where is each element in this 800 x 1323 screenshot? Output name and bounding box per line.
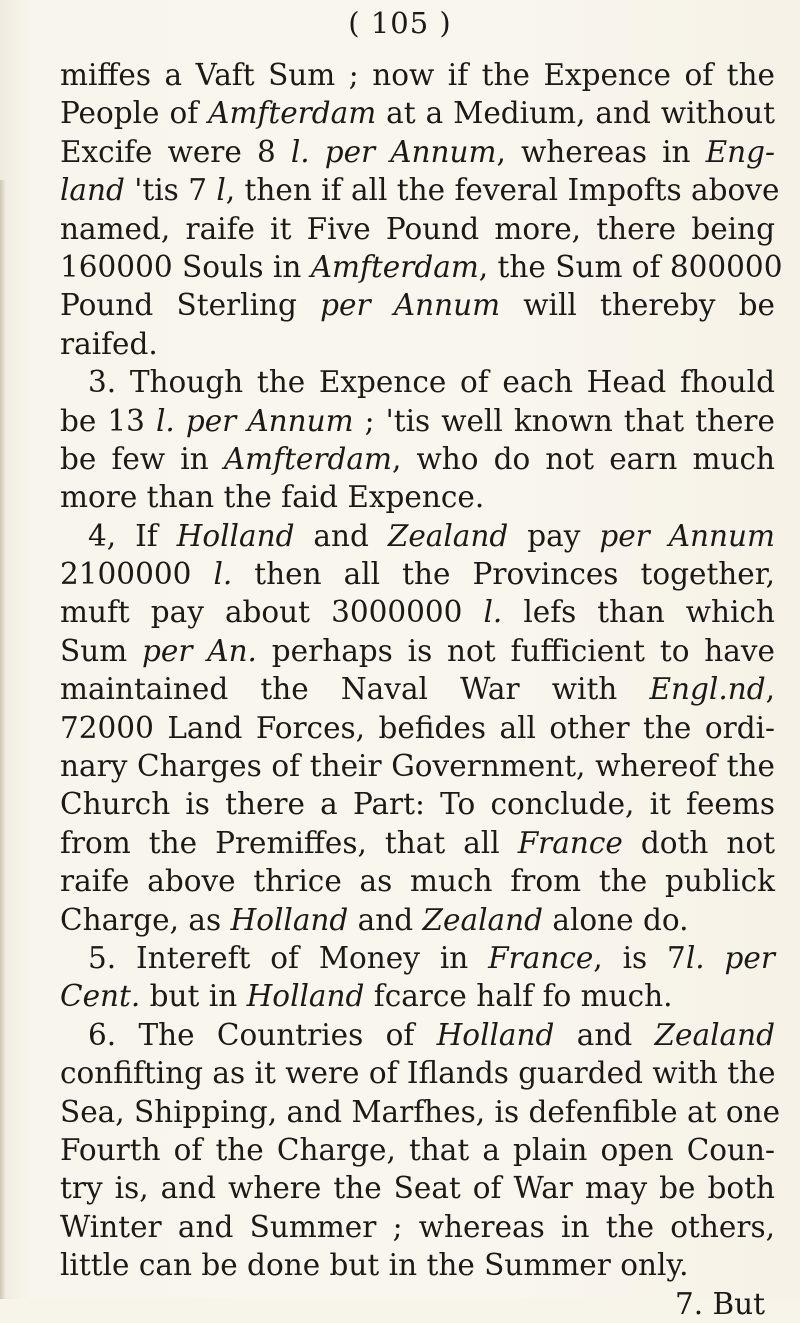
- text-run: Zealand: [387, 518, 509, 553]
- text-run: maintained the Naval War with: [60, 672, 650, 707]
- text-line: [60, 440, 775, 478]
- text-run: per An.: [142, 633, 257, 668]
- text-line: [60, 210, 775, 248]
- text-line: [60, 1208, 775, 1246]
- text-run: 72000 Land Forces, befides all other the ordi-: [60, 710, 775, 745]
- page-gutter-shadow: [0, 180, 6, 1299]
- text-line: [60, 363, 775, 401]
- text-run: 3. Though the Expence of each Head fhould: [88, 365, 775, 400]
- text-run: per Annum: [320, 288, 501, 323]
- text-run: at a Medium, and without: [376, 96, 776, 131]
- text-run: Holland: [246, 979, 365, 1014]
- text-run: , is 7: [593, 940, 686, 975]
- text-run: more than the faid Expence.: [60, 480, 485, 515]
- text-line: [60, 977, 775, 1015]
- text-run: Church is there a Part: To conclude, it feems: [60, 787, 775, 822]
- text-line: [60, 133, 775, 171]
- text-run: Amfterdam: [208, 96, 377, 131]
- text-run: 6. The Countries of: [88, 1017, 437, 1052]
- text-run: nary Charges of their Government, whereof the: [60, 749, 775, 784]
- text-line: [60, 248, 783, 286]
- text-run: from the Premiffes, that all: [60, 825, 518, 860]
- text-run: Winter and Summer ; whereas in the others,: [60, 1209, 775, 1244]
- text-run: 'tis 7: [124, 173, 217, 208]
- page-number-header: ( 105 ): [348, 6, 452, 40]
- text-run: and: [294, 518, 388, 553]
- text-run: Excife were 8: [60, 134, 291, 169]
- text-run: be 13: [60, 403, 156, 438]
- body-text: [60, 56, 783, 1323]
- text-run: 5. Intereft of Money in: [88, 940, 489, 975]
- text-run: Holland: [230, 902, 349, 937]
- text-line: [60, 670, 775, 708]
- text-run: raifed.: [60, 326, 158, 361]
- text-line: [60, 286, 775, 324]
- text-run: l. per: [685, 940, 775, 975]
- text-line: [60, 593, 775, 631]
- text-run: land: [60, 173, 125, 208]
- text-run: alone do.: [542, 902, 689, 937]
- text-line: [60, 1016, 775, 1054]
- text-line: [60, 1131, 775, 1169]
- text-run: ; 'tis well known that there: [353, 403, 775, 438]
- text-run: 4, If: [88, 518, 177, 553]
- text-run: per Annum: [599, 518, 775, 553]
- text-run: and: [554, 1017, 655, 1052]
- text-run: perhaps is not fufficient to have: [256, 633, 775, 668]
- text-line: [60, 785, 775, 823]
- text-run: ,: [765, 672, 775, 707]
- text-run: confifting as it were of Iflands guarded with the: [60, 1056, 776, 1091]
- text-line: [60, 1246, 775, 1284]
- text-run: muft pay about 3000000: [60, 595, 484, 630]
- text-line: [60, 555, 775, 593]
- text-line: [60, 325, 775, 363]
- text-run: , who do not earn much: [391, 441, 775, 476]
- text-run: try is, and where the Seat of War may be both: [60, 1171, 775, 1206]
- text-run: will thereby be: [500, 288, 775, 323]
- text-run: l.: [483, 595, 503, 630]
- text-run: Engl.nd: [649, 672, 766, 707]
- text-line: [60, 56, 775, 94]
- text-run: l.: [213, 557, 233, 592]
- text-line: [60, 402, 775, 440]
- text-run: Zealand: [422, 902, 543, 937]
- text-run: 7. But: [674, 1286, 765, 1321]
- text-run: People of: [60, 96, 209, 131]
- text-run: Cent.: [60, 979, 141, 1014]
- text-run: l. per Annum: [155, 403, 354, 438]
- text-run: Amfterdam: [310, 249, 479, 284]
- text-run: little can be done but in the Summer only.: [60, 1248, 689, 1283]
- text-run: Pound Sterling: [60, 288, 321, 323]
- text-run: France: [488, 940, 594, 975]
- text-run: miffes a Vaft Sum ; now if the Expence of the: [60, 58, 775, 92]
- text-line: [60, 1054, 775, 1092]
- text-run: Zealand: [654, 1017, 775, 1052]
- text-run: pay: [508, 518, 600, 553]
- text-run: l. per Annum: [290, 134, 497, 169]
- text-line: [60, 517, 775, 555]
- text-run: , whereas in: [496, 134, 706, 169]
- text-line: [60, 747, 775, 785]
- text-run: Holland: [436, 1017, 555, 1052]
- text-run: then all the Provinces together,: [232, 557, 776, 592]
- text-run: fcarce half fo much.: [364, 979, 673, 1014]
- text-line: [60, 901, 775, 939]
- text-run: named, raife it Five Pound more, there being: [60, 211, 775, 246]
- text-run: and: [348, 902, 423, 937]
- text-run: l: [216, 173, 226, 208]
- text-run: France: [517, 825, 623, 860]
- text-run: Eng-: [705, 134, 775, 169]
- text-run: Fourth of the Charge, that a plain open Coun-: [60, 1132, 775, 1167]
- text-line: [60, 1169, 775, 1207]
- text-run: Sum: [60, 633, 142, 668]
- text-line: [60, 862, 775, 900]
- text-run: , then if all the feveral Impofts above: [225, 173, 780, 208]
- text-run: Holland: [176, 518, 295, 553]
- text-run: but in: [140, 979, 247, 1014]
- text-run: Sea, Shipping, and Marfhes, is defenfible at one: [60, 1094, 781, 1129]
- text-run: 2100000: [60, 557, 214, 592]
- text-line: [60, 171, 780, 209]
- text-line: [60, 939, 775, 977]
- text-run: 160000 Souls in: [60, 249, 311, 284]
- text-line: [60, 94, 775, 132]
- text-line: [60, 1093, 781, 1131]
- text-run: be few in: [60, 441, 224, 476]
- text-run: lefs than which: [502, 595, 775, 630]
- text-line: [60, 478, 775, 516]
- text-run: doth not: [622, 825, 775, 860]
- text-run: Charge, as: [60, 902, 231, 937]
- text-run: raife above thrice as much from the publick: [60, 864, 775, 899]
- text-line: [60, 709, 775, 747]
- text-line: [60, 1285, 775, 1323]
- text-run: Amfterdam: [223, 441, 392, 476]
- text-line: [60, 824, 775, 862]
- text-run: , the Sum of 800000: [478, 249, 783, 284]
- text-line: [60, 632, 775, 670]
